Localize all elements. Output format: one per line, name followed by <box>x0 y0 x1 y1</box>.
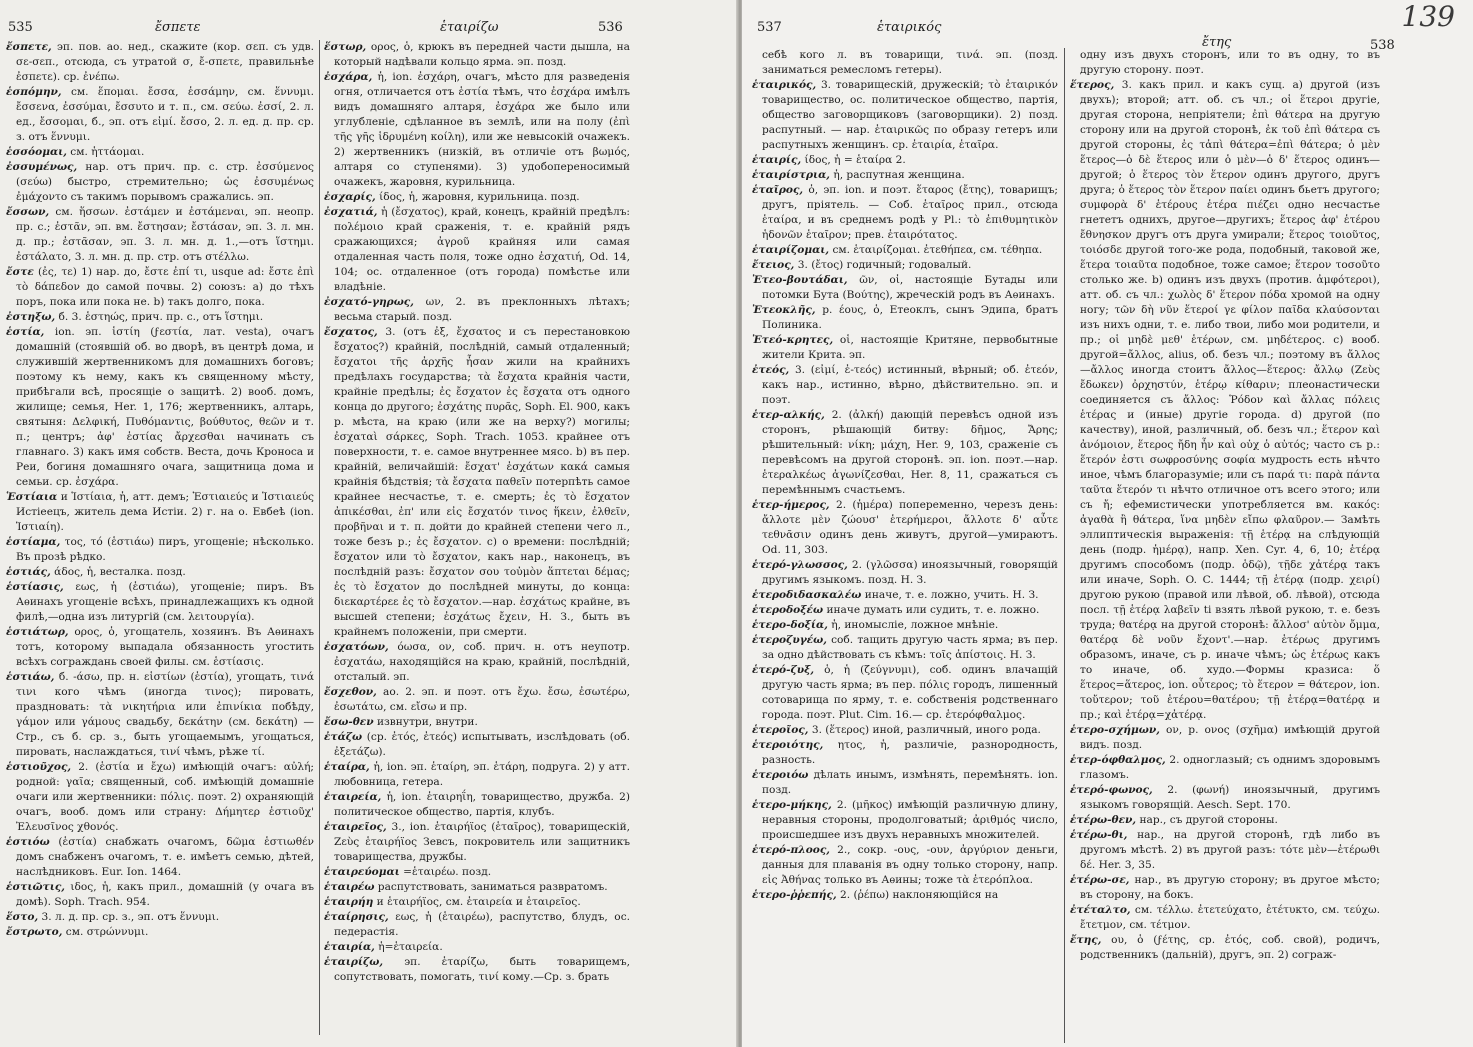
dictionary-entry <box>752 153 1058 168</box>
headword: ἕστωρ, <box>324 41 367 53</box>
entry-definition: эп. ἑταρίζω, быть товарищемъ, сопутствовать, помогать, τινί кому.—Ср. з. брать <box>334 956 630 983</box>
page-number: 536 <box>598 20 623 35</box>
headword: ἑσπόμην, <box>6 86 62 98</box>
headword: ἑτερό-ζυξ, <box>752 664 815 676</box>
dictionary-column-2 <box>324 40 630 985</box>
dictionary-entry <box>752 603 1058 618</box>
entry-definition: (ἐς, τε) 1) нар. до, ἔστε ἐπί τι, usque ad: ἔστε ἐπὶ τὸ δάπεδον до самой почвы. 2) союзъ: а) до тѣхъ поръ, пока или пока не. b) такъ долго, пока. <box>16 266 314 308</box>
dictionary-entry <box>324 955 630 985</box>
dictionary-entry <box>6 325 314 490</box>
dictionary-entry <box>1070 828 1380 873</box>
dictionary-entry <box>6 625 314 670</box>
entry-definition: 2. (ἀλκή) дающій перевѣсъ одной изъ сторонъ, рѣшающій битву: δῆμος, Ἄρης; рѣшительный: νίκη; μάχη, Her. 9, 103, сраженіе съ перевѣсомъ на другой сторонѣ. эп. ion. поэт.—нар. ἑτεραλκέως ἀγωνίζεσθαι, Her. 8, 11, сражаться съ перемѣннымъ счастьемъ. <box>762 409 1058 496</box>
entry-definition: 2. (ἡμέρα) попеременно, черезъ день: ἄλλοτε μὲν ζώουσ' ἑτερήμεροι, ἄλλοτε δ' αὖτε τεθνᾶσιν одинъ день живутъ, другой—умираютъ. Od. 11, 303. <box>762 499 1058 556</box>
entry-definition: ιδος, ἡ, какъ прил., домашній (у очага въ домѣ). Soph. Trach. 954. <box>16 881 314 908</box>
dictionary-entry <box>324 940 630 955</box>
headword: ἑτεροδοξέω <box>752 604 824 616</box>
entry-definition: б. 3. ἑστηώς, прич. пр. с., отъ ἵστημι. <box>58 311 264 323</box>
headword: ἑτερο-ῥῥεπής, <box>752 889 837 901</box>
entry-definition: 3. какъ прил. и какъ сущ. а) другой (изъ двухъ); второй; атт. об. съ чл.; οἱ ἕτεροι другіе, другая сторона, непріятели; ἐπὶ θάτερα на другую сторону или на другой сторонѣ, ἐκ τοῦ ἐπὶ θάτερα съ другой стороны, ἐς τἀπὶ θάτερα=ἐπὶ θάτερα; ὁ μὲν ἕτερος—ὁ δὲ ἕτερος или ὁ μὲν—ὁ δ' ἕτερος одинъ—другой; ὁ ἕτερος τὸν ἕτερον одинъ другого, другъ друга; ὁ ἕτερος τὸν ἕτερον παίει одинъ бьетъ другого; συμφορὰ δ' ἑτέρους ἑτέρα πιέζει одно несчастье гнететъ однихъ, другое—другихъ; ἕτερος ἀφ' ἑτέρου ἔθνησκον другъ отъ друга умирали; ἕτερος τοιοῦτος, τοιόσδε другой того-же рода, подобный, таковой же, ἕτερα τοιαῦτα подобное, тоже самое; ἕτερον τοσοῦτο столько же. b) одинъ изъ двухъ (против. ἀμφότεροι), атт. об. съ чл.: χωλὸς δ' ἕτερον πόδα хромой на одну ногу; τῶν δὴ νῦν ἕτεροί γε φίλον παῖδα κλαύσονται изъ нихъ одни, т. е. либо твои, либо мои родители, и пр.; οἱ μηδὲ μεθ' ἑτέρων, см. μηδέτερος. c) вооб. другой=ἄλλος, alius, об. безъ чл.; поэтому въ ἄλλος—ἄλλος иногда стоитъ ἄλλος—ἕτερος: ἄλλῳ (Ζεὺς ἔδωκεν) ὀρχηστύν, ἑτέρῳ κίθαριν; плеонастически соединяется съ ἄλλος: Ῥόδον καὶ ἄλλας πόλεις ἑτέρας и (иные) другіе города. d) другой (по качеству), иной, различный, об. безъ чл.; ἕτερον καὶ ἀνόμοιον, ἕτερος ἤδη ἦν καὶ οὐχ ὁ αὐτός; часто съ р.: ἕτερόν ἐστι σωφροσύνης σοφία мудрость есть нѣчто иное, чѣмъ благоразуміе; или съ παρά τι: παρὰ πάντα ταῦτα ἕτερόν τι нѣчто отличное отъ всего этого; или съ ἤ; ефемистически употребляется вм. κακός: ἀγαθὰ ἢ θάτερα, ἵνα μηδὲν εἴπω φλαῦρον.— Замѣть эллиптическія выраженія: τῇ ἑτέρᾳ на слѣдующій день (подр. ἡμέρᾳ), напр. Xen. Cyr. 4, 6, 10; ἑτέρᾳ другимъ способомъ (подр. ὁδῷ), τῇδε χἀτέρᾳ такъ или иначе, Soph. O. C. 1444; τῇ ἑτέρᾳ (подр. χειρί) другою рукою (правой или лѣвой, об. лѣвой), отсюда посл. τῇ ἑτέρᾳ λαβεῖν ti взять лѣвой рукою, т. е. безъ труда; θατέρᾳ на другой сторонѣ: ἄλλοσ' αὐτὸν ὄμμα, θατέρᾳ δὲ νοῦν ἔχοντ'.—нар. ἑτέρως другимъ образомъ, иначе, съ р. иначе чѣмъ; ὡς ἑτέρως какъ то иначе, об. худо.—Формы кразиса: ὅ ἕτερος=ἅτερος, ion. οὗτερος; τὸ ἕτερον = θάτερον, ion. τοὔτερον; τοῦ ἑτέρου=θατέρου; τῇ ἑτέρᾳ=θατέρᾳ и пр.; καὶ ἑτέρᾳ=χἀτέρᾳ. <box>1080 79 1380 721</box>
entry-definition: ὁ, эп. ion. и поэт. ἕταρος (ἔτης), товарищъ; другъ, пріятель. — Соб. ἑταῖρος прил., отсюда ἑταίρα, и въ среднемъ родѣ у Pl.: τὸ ἐπιθυμητικὸν ἡδονῶν ἑταῖρον; прев. ἑταιρότατος. <box>762 184 1058 241</box>
entry-definition: и Ἱστίαια, ἡ, атт. демъ; Ἑστιαιεύς и Ἱστιαιεύς Истіеецъ, житель дема Истіи. 2) г. на о. Евбеѣ (ion. Ἱστιαίη). <box>16 491 314 533</box>
headword: Ἑστίαια <box>6 491 58 503</box>
dictionary-column-4 <box>1070 48 1380 963</box>
dictionary-entry <box>6 925 314 940</box>
entry-definition: см. τέλλω. ἐτετεύχατο, ἐτέτυκτο, см. τεύχω. ἔτετμον, см. τέτμον. <box>1080 904 1380 931</box>
headword: ἑταῖρος, <box>752 184 804 196</box>
dictionary-entry <box>324 205 630 295</box>
headword: ἑταιρήη <box>324 896 374 908</box>
dictionary-entry <box>752 588 1058 603</box>
right-page <box>742 0 1473 1047</box>
entry-definition: όωσα, ον, соб. прич. н. отъ неупотр. ἐσχατάω, находящійся на краю, крайній, послѣдній, отсталый. эп. <box>334 641 630 683</box>
entry-definition: άδος, ἡ, весталка. позд. <box>54 566 186 578</box>
headword: Ἐτεοκλῆς, <box>752 304 816 316</box>
entry-definition: ητος, ἡ, различіе, разнородность, разность. <box>762 739 1058 766</box>
entry-definition: нар., на другой сторонѣ, гдѣ либо въ другомъ мѣстѣ. 2) въ другой разъ: τότε μὲν—ἑτέρωθι δέ. Her. 3, 35. <box>1080 829 1380 871</box>
dictionary-entry <box>6 160 314 205</box>
dictionary-entry <box>1070 903 1380 933</box>
headword: ἑτέρω-θεν, <box>1070 814 1137 826</box>
headword: ἑταιρέω <box>324 881 375 893</box>
dictionary-entry <box>6 535 314 565</box>
dictionary-entry <box>324 880 630 895</box>
dictionary-entry <box>6 85 314 145</box>
entry-definition: εως, ἡ (ἑστιάω), угощеніе; пиръ. Въ Аѳинахъ угощеніе всѣхъ, принадлежащихъ къ одной филѣ,—одна изъ литургій (см. λειτουργία). <box>16 581 314 623</box>
entry-definition: ἡ, иномысліе, ложное мнѣніе. <box>831 619 999 631</box>
dictionary-entry <box>324 715 630 730</box>
entry-definition: см. στρώννυμι. <box>65 926 149 938</box>
headword: ἔσσων, <box>6 206 50 218</box>
dictionary-column-3 <box>752 48 1058 903</box>
page-number: 538 <box>1370 38 1395 53</box>
headword: ἑταιρία, <box>324 941 375 953</box>
headword: ἑτερο-σχήμων, <box>1070 724 1160 736</box>
entry-definition: ῶν, οἱ, настоящіе Бутады или потомки Бута (Βούτης), жреческій родъ въ Аѳинахъ. <box>762 274 1058 301</box>
dictionary-entry <box>6 910 314 925</box>
entry-definition: см. ἑταιρίζομαι. ἐτεθήπεα, см. τέθηπα. <box>832 244 1043 256</box>
headword: ἑτερ-όφθαλμος, <box>1070 754 1166 766</box>
entry-definition: ου, ὁ (ϝέτης, ср. ἐτός, соб. свой), родичъ, родственникъ (дальній), другъ, эп. 2) сограж- <box>1080 934 1380 961</box>
headword: ἑτέρω-σε, <box>1070 874 1130 886</box>
entry-definition: ορος, ὁ, крюкъ въ передней части дышла, на который надѣвали кольцо ярма. эп. позд. <box>334 41 631 68</box>
headword: ἑταιρίζω, <box>324 956 384 968</box>
headword: Ἐτεο-βουτάδαι, <box>752 274 848 286</box>
dictionary-entry <box>6 40 314 85</box>
headword: ἔτειος, <box>752 259 795 271</box>
dictionary-entry <box>752 258 1058 273</box>
dictionary-entry <box>752 618 1058 633</box>
headword: ἐτέταλτο, <box>1070 904 1131 916</box>
dictionary-entry <box>6 310 314 325</box>
dictionary-entry <box>752 303 1058 333</box>
column-divider <box>319 40 320 1035</box>
headword: ἑτεροῖος, <box>752 724 809 736</box>
entry-definition: 3., ion. ἑταιρήϊος (ἑταῖρος), товарищескій, Ζεὺς ἑταιρήϊος Зевсъ, покровитель или защитникъ товарищества, дружбы. <box>334 821 630 863</box>
headword: ἔστρωτο, <box>6 926 63 938</box>
dictionary-entry <box>752 498 1058 558</box>
entry-definition: нар., въ другую сторону; въ другое мѣсто; въ сторону, на бокъ. <box>1080 874 1380 901</box>
dictionary-entry <box>324 685 630 715</box>
headword: Ἐτεό-κρητες, <box>752 334 834 346</box>
dictionary-entry <box>1070 933 1380 963</box>
headword: ἑτεροιότης, <box>752 739 824 751</box>
entry-definition: иначе, т. е. ложно, учить. Н. З. <box>864 589 1039 601</box>
headword: ἔσω-θεν <box>324 716 374 728</box>
headword: ἔσπετε, <box>6 41 52 53</box>
entry-definition: 2. (μῆκος) имѣющій различную длину, неравныя стороны, продолговатый; ἀριθμός число, происшедшее изъ двухъ неравныхъ множителей. <box>762 799 1058 841</box>
dictionary-column-1 <box>6 40 314 940</box>
entry-definition: 2. (ἑστία и ἔχω) имѣющій очагъ: αὐλή; родной: γαῖα; священный, соб. имѣющій домашніе очаги или жертвенники: πόλις. поэт. 2) охраняющій очагъ, вооб. домъ или страну: Δήμητερ ἑστιοῦχ' Ἐλευσῖνος χθονός. <box>16 761 314 833</box>
dictionary-entry <box>1070 783 1380 813</box>
headword: ἑτερ-αλκής, <box>752 409 825 421</box>
headword: ἑτέρω-θι, <box>1070 829 1128 841</box>
dictionary-entry <box>6 490 314 535</box>
entry-definition: ао. 2. эп. и поэт. отъ ἔχω. ἔσω, ἐσωτέρω, ἐσωτάτω, см. εἴσω и пр. <box>334 686 630 713</box>
headword: ἑστιόω <box>6 836 50 848</box>
entry-definition: (ср. ἐτός, ἐτεός) испытывать, изслѣдовать (об. ἐξετάζω). <box>334 731 631 758</box>
entry-definition: 3. (εἰμί, ἐ-τεός) истинный, вѣрный; об. ἐτεόν, какъ нар., истинно, вѣрно, дѣйствительно. эп. и поэт. <box>762 364 1059 406</box>
entry-definition: и ἑταιρήϊος, см. ἑταιρεία и ἑταιρεῖος. <box>376 896 581 908</box>
entry-definition: ορος, ὁ, угощатель, хозяинъ. Въ Аѳинахъ тотъ, которому выпадала обязанность угостить всѣхъ сограждань своей филы. см. ἑστίασις. <box>16 626 315 668</box>
headword: ἑτερό-πλοος, <box>752 844 830 856</box>
entry-definition: соб. тащить другую часть ярма; въ пер. за одно дѣйствовать съ кѣмъ: τοῖς ἀπίστοις. Н. З. <box>762 634 1058 661</box>
headword: ἑτεροζυγέω, <box>752 634 827 646</box>
entry-definition: 3. (отъ ἐξ, ἔχσατος и съ перестановкою ἔσχατος?) крайній, послѣдній, самый отдаленный; ἔσχατοι τῆς ἀρχῆς ἦσαν жили на крайнихъ предѣлахъ государства; τὰ ἔσχατα крайнія части, крайніе предѣлы; ἐς ἔσχατον ἐς ἔσχατα отъ одного конца до другого; ἐσχάτης πυρᾶς, Soph. El. 900, какъ р. мѣста, на краю (или же на верху?) могилы; ἐσχαταὶ σάρκες, Soph. Trach. 1053. крайнее отъ поверхности, т. е. самое внутреннее мясо. b) въ пер. крайній, величайшій: ἔσχατ' ἐσχάτων κακά самыя крайнія бѣдствія; τὰ ἔσχατα παθεῖν потерпѣть самое крайнее несчастье, т. е. смерть; ἐς τὸ ἔσχατον ἀπικέσθαι, ἐπ' или εἰς ἔσχατόν τινος ἥκειν, ἐλθεῖν, προβῆναι и т. п. дойти до крайней степени чего л., тоже безъ р.; ἐς ἔσχατον. c) о времени: послѣдній; ἔσχατον или τὸ ἔσχατον, какъ нар., наконецъ, въ послѣдній разъ: ἔσχατον σου τοὐμὸν ἅπτεται δέμας; ἐς τὸ ἔσχατον до послѣдней минуты, до конца: διεκαρτέρεε ἐς τὸ ἔσχατον.—нар. ἐσχάτως крайне, въ высшей степени; ἐσχάτως ἔχειν, Н. З., быть въ крайнемъ положеніи, при смерти. <box>334 326 630 638</box>
entry-definition: 3. товарищескій, дружескій; τὸ ἑταιρικόν товарищество, ос. политическое общество, партія, общество заговорщиковъ (заговорщики). 2) позд. распутный. — нар. ἑταιρικῶς по образу гетеръ или распутныхъ женщинъ. ср. ἑταιρία, ἑταῖρα. <box>762 79 1058 151</box>
dictionary-entry <box>6 205 314 265</box>
entry-definition: τος, τό (ἑστιάω) пиръ, угощеніе; нѣсколько. Въ прозѣ рѣдко. <box>16 536 314 563</box>
entry-definition: ἡ (ἔσχατος), край, конецъ, крайній предѣлъ: πολέμοιο край сраженія, т. е. крайній рядъ сражающихся; ἀγροῦ крайняя или самая отдаленная часть поля, тоже одно ἐσχατιή, Od. 14, 104; ос. отдаленное (отъ города) помѣстье или владѣніе. <box>334 206 630 293</box>
running-head: ἔτης <box>1202 35 1232 50</box>
dictionary-entry <box>752 333 1058 363</box>
dictionary-entry <box>324 295 630 325</box>
headword: ἑτεροιόω <box>752 769 809 781</box>
entry-definition: б. -άσω, пр. н. εἱστίων (ἑστία), угощать, τινά τινι кого чѣмъ (иногда τινος); пировать, праздновать: τὰ νικητήρια или ἐπινίκια побѣду, γάμον или γάμους свадьбу, δεκάτην (см. δεκάτη) — Стр., съ б. ср. з., быть угощаемымъ, угощаться, пировать, наслаждаться, τινί чѣмъ, рѣже τί. <box>16 671 314 758</box>
dictionary-entry <box>752 408 1058 498</box>
dictionary-entry <box>324 40 630 70</box>
entry-definition: 2., сокр. -ους, -ουν, ἀργύριον деньги, данныя для плаванія въ одну только сторону, напр. εἰς Ἀθήνας только въ Аѳины; тоже τὰ ἑτερόπλοα. <box>762 844 1058 886</box>
headword: ἔσχατος, <box>324 326 378 338</box>
headword: ἐσσυμένως, <box>6 161 78 173</box>
entry-definition: ἡ, распутная женщина. <box>833 169 965 181</box>
dictionary-entry <box>324 70 630 190</box>
headword: ἑταιρικός, <box>752 79 817 91</box>
dictionary-entry <box>6 265 314 310</box>
dictionary-entry <box>1070 753 1380 783</box>
headword: ἐσχαρίς, <box>324 191 376 203</box>
entry-definition: ὁ, ἡ (ζεύγνυμι), соб. одинъ влачащій другую часть ярма; въ пер. πόλις городъ, лишенный сотоварища по ярму, т. е. собственія родственнаго города. поэт. Plut. Cim. 16.— ср. ἑτερόφθαλμος. <box>762 664 1058 721</box>
dictionary-entry <box>752 168 1058 183</box>
dictionary-entry <box>6 880 314 910</box>
entry-definition: ίδος, ἡ = ἑταίρα 2. <box>804 154 906 166</box>
headword: ἔτης, <box>1070 934 1102 946</box>
dictionary-entry <box>6 760 314 835</box>
entry-definition: ἡ, ion. ἑταιρηΐη, товарищество, дружба. 2) политическое общество, партія, клубъ. <box>334 791 630 818</box>
dictionary-entry <box>324 640 630 685</box>
dictionary-entry <box>1070 813 1380 828</box>
dictionary-entry <box>752 768 1058 798</box>
dictionary-entry <box>1070 723 1380 753</box>
entry-definition: см. ἡττάομαι. <box>70 146 145 158</box>
dictionary-entry <box>324 865 630 880</box>
entry-definition: дѣлать инымъ, измѣнять, перемѣнять. ion. позд. <box>762 769 1058 796</box>
headword: ἐτεός, <box>752 364 790 376</box>
entry-definition: 2. (γλῶσσα) иноязычный, говорящій другимъ языкомъ. позд. Н. З. <box>762 559 1058 586</box>
dictionary-entry <box>6 565 314 580</box>
entry-definition: распутствовать, заниматься развратомъ. <box>377 881 608 893</box>
dictionary-entry <box>752 48 1058 78</box>
entry-definition: см. ἥσσων. ἐστάμεν и ἐστάμεναι, эп. неопр. пр. с.; ἐστᾶν, эп. вм. ἔστησαν; ἔστάσαν, эп. 3. л. мн. д. пр.; ἐστᾶσαν, эп. 3. л. мн. д. 1.,—отъ ἵστημι. ἐστάλατο, 3. л. мн. д. пр. стр. отъ στέλλω. <box>16 206 314 263</box>
dictionary-entry <box>752 243 1058 258</box>
headword: ἑστιοῦχος, <box>6 761 72 773</box>
entry-definition: эп. пов. ао. нед., скажите (кор. σεπ. съ удв. σε-σεπ., отсюда, съ утратой σ, ἔ-σπετε, правильнѣе ἐσπετε). ср. ἐνέπω. <box>16 41 314 83</box>
dictionary-entry <box>1070 873 1380 903</box>
dictionary-entry <box>752 663 1058 723</box>
dictionary-entry <box>324 325 630 640</box>
headword: ἐσχατό-γηρως, <box>324 296 414 308</box>
running-head: ἑταιρίζω <box>440 20 499 35</box>
handwritten-number: 139 <box>1401 0 1455 33</box>
entry-definition: извнутри, внутри. <box>376 716 478 728</box>
running-head: ἑταιρικός <box>877 20 942 35</box>
dictionary-entry <box>324 760 630 790</box>
headword: ἑτερο-μήκης, <box>752 799 832 811</box>
headword: ἐσχατιά, <box>324 206 378 218</box>
dictionary-entry <box>752 738 1058 768</box>
dictionary-entry <box>752 633 1058 663</box>
entry-definition: ἡ, ion. эп. ἑταίρη, эп. ἑτάρη, подруга. 2) у атт. любовница, гетера. <box>334 761 631 788</box>
dictionary-entry <box>752 363 1058 408</box>
entry-definition: ίδος, ἡ, жаровня, курильница. позд. <box>379 191 580 203</box>
headword: ἐστηξω, <box>6 311 56 323</box>
headword: ἑταιρίστρια, <box>752 169 830 181</box>
headword: ἑστιῶτις, <box>6 881 65 893</box>
entry-definition: себѣ кого л. въ товарищи, τινά. эп. (позд. заниматься ремесломъ гетеры). <box>762 49 1058 76</box>
entry-definition: 2. (φωνή) иноязычный, другимъ языкомъ говорящій. Aesch. Sept. 170. <box>1080 784 1381 811</box>
entry-definition: ον, р. ονος (σχῆμα) имѣющій другой видъ. позд. <box>1080 724 1380 751</box>
page-number: 537 <box>757 20 782 35</box>
dictionary-entry <box>752 888 1058 903</box>
page-number: 535 <box>8 20 33 35</box>
dictionary-entry <box>1070 78 1380 723</box>
dictionary-entry <box>324 895 630 910</box>
headword: ἔσχεθον, <box>324 686 377 698</box>
entry-definition: ων, 2. въ преклонныхъ лѣтахъ; весьма старый. позд. <box>334 296 630 323</box>
entry-definition: см. ἕπομαι. ἔσσα, ἑσσάμην, см. ἕννυμι. ἔσσενα, ἐσσύμαι, ἔσσυτο и т. п., см. σεύω. ἐσσί, 2. л. ед., ἔσσομαι, б., эп. отъ εἰμί. ἔσσο, 2. л. ед. д. пр. ср. з. отъ ἕννυμι. <box>16 86 314 143</box>
dictionary-entry <box>324 910 630 940</box>
entry-definition: иначе думать или судить, т. е. ложно. <box>826 604 1040 616</box>
entry-definition: (ἑστία) снабжать очагомъ, δῶμα ἑστιωθέν домъ снабженъ очагомъ, т. е. имѣетъ семью, дѣтей, наслѣдниковъ. Eur. Ion. 1464. <box>16 836 314 878</box>
headword: ἕτερος, <box>1070 79 1115 91</box>
headword: ἐσχάρα, <box>324 71 373 83</box>
headword: ἑταίρα, <box>324 761 370 773</box>
headword: ἑτερο-δοξία, <box>752 619 828 631</box>
dictionary-entry <box>6 145 314 160</box>
dictionary-entry <box>324 820 630 865</box>
dictionary-entry <box>752 843 1058 888</box>
dictionary-entry <box>324 190 630 205</box>
entry-definition: 3. (ἔτος) годичный; годовалый. <box>797 259 972 271</box>
entry-definition: =ἑταιρέω. позд. <box>403 866 492 878</box>
headword: ἕστο, <box>6 911 39 923</box>
entry-definition: 3. л. д. пр. ср. з., эп. отъ ἕννυμι. <box>41 911 220 923</box>
entry-definition: нар. отъ прич. пр. с. стр. ἐσσύμενος (σεύω) быстро, стремительно; ὡς ἐσσυμένως ἐμάχοντο съ такимъ порывомъ сражались. эп. <box>16 161 314 203</box>
headword: ἑσσόομαι, <box>6 146 67 158</box>
headword: ἑστιάς, <box>6 566 51 578</box>
column-divider <box>1064 48 1065 1043</box>
headword: ἑτερό-γλωσσος, <box>752 559 848 571</box>
dictionary-entry <box>6 670 314 760</box>
headword: ἑστίαμα, <box>6 536 61 548</box>
entry-definition: ἡ=ἑταιρεία. <box>378 941 443 953</box>
entry-definition: 2. одноглазый; съ однимъ здоровымъ глазомъ. <box>1080 754 1380 781</box>
dictionary-entry <box>752 798 1058 843</box>
entry-definition: ion. эп. ἱστίη (ϝεστία, лат. vesta), очагъ домашній (стоявшій об. во дворѣ, въ центрѣ дома, и служившій жертвенникомъ для домашнихъ боговъ; поэтому къ нему, какъ къ священному мѣсту, прибѣгали всѣ, просящіе о защитѣ. 2) вооб. домъ, жилище; семья, Her. 1, 176; жертвенникъ, алтарь, святыня: Δελφική, Πυθόμαντις, βούθυτος, θεῶν и т. п.; центръ; ἀφ' ἑστίας ἄρχεσθαι начинать съ главнаго. 3) какъ имя собств. Веста, дочь Кроноса и Реи, богиня домашняго очага, защитница дома и семьи. ср. ἐσχάρα. <box>16 326 314 488</box>
headword: ἑτεροδιδασκαλέω <box>752 589 862 601</box>
dictionary-entry <box>752 78 1058 153</box>
entry-definition: р. έους, ὁ, Етеоклъ, сынъ Эдипа, братъ Полиника. <box>762 304 1058 331</box>
entry-definition: οἱ, настоящіе Критяне, первобытные жители Крита. эп. <box>762 334 1058 361</box>
headword: ἑτερ-ήμερος, <box>752 499 830 511</box>
headword: ἑταιρίζομαι, <box>752 244 830 256</box>
dictionary-entry <box>752 273 1058 303</box>
running-head: ἔσπετε <box>155 20 201 35</box>
dictionary-entry <box>324 730 630 760</box>
headword: ἐτάζω <box>324 731 363 743</box>
dictionary-entry <box>1070 48 1380 78</box>
headword: ἑταιρεύομαι <box>324 866 400 878</box>
headword: ἑταιρεῖος, <box>324 821 387 833</box>
entry-definition: ἡ, ion. ἐσχάρη, очагъ, мѣсто для разведенія огня, отличается отъ ἑστία тѣмъ, что ἐσχάρα имѣлъ видъ домашняго алтаря, ἐσχάρα же было или углубленіе, сдѣланное въ землѣ, или на полу (ἐπὶ τῆς γῆς ἱδρυμένη κοίλη), или же невысокій очажекъ. 2) жертвенникъ (низкій, въ отличіе отъ βωμός, алтаря со ступенями). 3) удобопереносимый очажекъ, жаровня, курильница. <box>334 71 630 188</box>
dictionary-entry <box>6 835 314 880</box>
dictionary-entry <box>752 558 1058 588</box>
headword: ἔστε <box>6 266 34 278</box>
entry-definition: 2. (ῥέπω) наклоняющійся на <box>840 889 999 901</box>
dictionary-entry <box>752 723 1058 738</box>
dictionary-entry <box>324 790 630 820</box>
headword: ἑταιρεία, <box>324 791 382 803</box>
headword: ἑταιρίς, <box>752 154 802 166</box>
headword: ἑτερό-φωνος, <box>1070 784 1153 796</box>
headword: ἑστιάω, <box>6 671 55 683</box>
dictionary-entry <box>752 183 1058 243</box>
headword: ἐσχατόων, <box>324 641 389 653</box>
headword: ἑστία, <box>6 326 45 338</box>
headword: ἑστίασις, <box>6 581 64 593</box>
headword: ἑταίρησις, <box>324 911 389 923</box>
entry-definition: εως, ἡ (ἑταιρέω), распутство, блудъ, ос. педерастія. <box>334 911 630 938</box>
entry-definition: нар., съ другой стороны. <box>1139 814 1278 826</box>
headword: ἑστιάτωρ, <box>6 626 69 638</box>
entry-definition: 3. (ἕτερος) иной, различный, иного рода. <box>811 724 1041 736</box>
entry-definition: одну изъ двухъ сторонъ, или то въ одну, то въ другую сторону. поэт. <box>1080 49 1380 76</box>
dictionary-entry <box>6 580 314 625</box>
